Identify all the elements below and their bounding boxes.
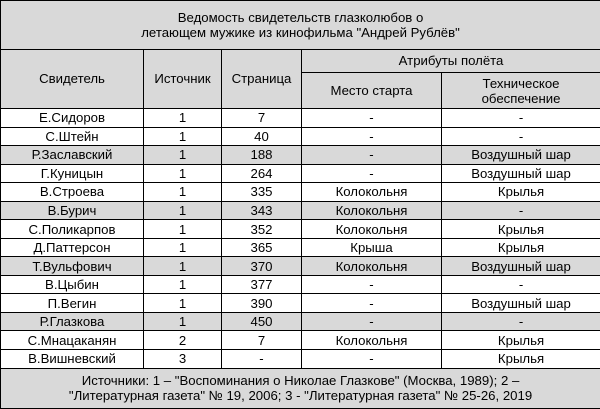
cell-source: 1 (144, 201, 222, 220)
header-flight-attributes: Атрибуты полёта (302, 49, 600, 72)
cell-tech-support: Крылья (442, 220, 600, 239)
cell-source: 1 (144, 146, 222, 165)
cell-page: 390 (222, 294, 302, 313)
cell-start-place: - (302, 127, 442, 146)
cell-tech-support: - (442, 127, 600, 146)
cell-start-place: - (302, 109, 442, 128)
cell-witness: В.Бурич (1, 201, 144, 220)
table-row (1, 183, 600, 202)
table-row (1, 275, 600, 294)
cell-start-place: Колокольня (302, 201, 442, 220)
table-title-row (1, 1, 600, 50)
cell-start-place: - (302, 164, 442, 183)
header-page: Страница (222, 49, 302, 108)
cell-start-place: Крыша (302, 238, 442, 257)
cell-witness: В.Цыбин (1, 275, 144, 294)
cell-page: 365 (222, 238, 302, 257)
table-row (1, 294, 600, 313)
cell-start-place: - (302, 312, 442, 331)
table-row (1, 349, 600, 368)
cell-start-place: Колокольня (302, 257, 442, 276)
title-line-2: летающем мужике из кинофильма "Андрей Рублёв" (141, 24, 460, 40)
cell-source: 1 (144, 109, 222, 128)
cell-page: 352 (222, 220, 302, 239)
cell-tech-support: Крылья (442, 331, 600, 350)
cell-witness: П.Вегин (1, 294, 144, 313)
cell-page: 370 (222, 257, 302, 276)
cell-witness: С.Штейн (1, 127, 144, 146)
cell-start-place: - (302, 294, 442, 313)
cell-page: 343 (222, 201, 302, 220)
cell-page: 188 (222, 146, 302, 165)
table-row (1, 220, 600, 239)
cell-source: 1 (144, 294, 222, 313)
cell-page: 264 (222, 164, 302, 183)
header-witness: Свидетель (1, 49, 144, 108)
cell-source: 1 (144, 312, 222, 331)
table-row (1, 331, 600, 350)
table-row (1, 257, 600, 276)
cell-tech-support: Воздушный шар (442, 164, 600, 183)
cell-tech-support: - (442, 275, 600, 294)
cell-page: 335 (222, 183, 302, 202)
cell-page: 7 (222, 109, 302, 128)
cell-start-place: - (302, 349, 442, 368)
table-row (1, 146, 600, 165)
footer-row (1, 368, 600, 409)
cell-tech-support: - (442, 312, 600, 331)
cell-source: 3 (144, 349, 222, 368)
cell-page: 40 (222, 127, 302, 146)
cell-tech-support: - (442, 109, 600, 128)
cell-page: - (222, 349, 302, 368)
cell-witness: Д.Паттерсон (1, 238, 144, 257)
cell-tech-support: Крылья (442, 183, 600, 202)
cell-witness: В.Вишневский (1, 349, 144, 368)
cell-witness: Р.Глазкова (1, 312, 144, 331)
footnote-line-2: "Литературная газета" № 19, 2006; 3 - "Литературная газета" № 25-26, 2019 (68, 388, 533, 404)
cell-source: 1 (144, 220, 222, 239)
table-row (1, 109, 600, 128)
cell-source: 1 (144, 257, 222, 276)
cell-tech-support: Крылья (442, 349, 600, 368)
cell-source: 1 (144, 164, 222, 183)
table-title (1, 1, 600, 50)
cell-tech-support: Крылья (442, 238, 600, 257)
cell-start-place: - (302, 146, 442, 165)
cell-source: 2 (144, 331, 222, 350)
cell-witness: Г.Куницын (1, 164, 144, 183)
cell-witness: С.Поликарпов (1, 220, 144, 239)
cell-witness: В.Строева (1, 183, 144, 202)
footnote-line-1: Источники: 1 – "Воспоминания о Николае Глазкове" (Москва, 1989); 2 – (81, 373, 520, 389)
cell-page: 377 (222, 275, 302, 294)
table-row (1, 201, 600, 220)
cell-source: 1 (144, 127, 222, 146)
cell-source: 1 (144, 183, 222, 202)
cell-start-place: Колокольня (302, 183, 442, 202)
cell-tech-support: Воздушный шар (442, 257, 600, 276)
cell-start-place: Колокольня (302, 220, 442, 239)
cell-tech-support: Воздушный шар (442, 146, 600, 165)
table-row (1, 312, 600, 331)
table-row (1, 238, 600, 257)
header-source: Источник (144, 49, 222, 108)
cell-witness: Е.Сидоров (1, 109, 144, 128)
cell-start-place: - (302, 275, 442, 294)
sources-footnote (1, 368, 600, 409)
cell-source: 1 (144, 275, 222, 294)
cell-start-place: Колокольня (302, 331, 442, 350)
cell-page: 7 (222, 331, 302, 350)
title-line-1: Ведомость свидетельств глазколюбов о (177, 9, 424, 25)
table-row (1, 127, 600, 146)
cell-witness: С.Мнацаканян (1, 331, 144, 350)
cell-tech-support: Воздушный шар (442, 294, 600, 313)
header-row-1 (1, 49, 600, 72)
cell-witness: Т.Вульфович (1, 257, 144, 276)
table-row (1, 164, 600, 183)
cell-witness: Р.Заславский (1, 146, 144, 165)
cell-source: 1 (144, 238, 222, 257)
header-start-place: Место старта (302, 73, 442, 109)
cell-page: 450 (222, 312, 302, 331)
cell-tech-support: - (442, 201, 600, 220)
header-tech-support: Техническое обеспечение (442, 73, 600, 109)
